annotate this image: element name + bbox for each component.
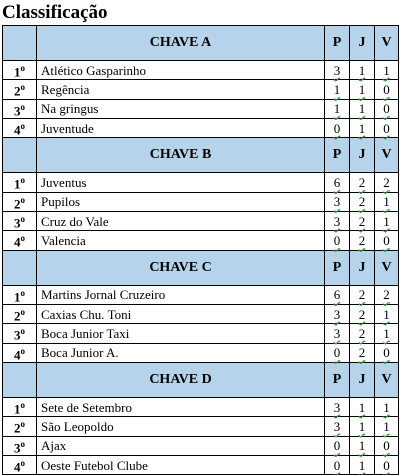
- points-cell: [325, 324, 350, 343]
- wins-cell: [375, 436, 399, 455]
- column-header-p: P: [325, 250, 350, 285]
- column-header-p: P: [325, 138, 350, 173]
- table-row: [3, 436, 399, 455]
- games-value: 2: [358, 306, 366, 322]
- games-value: 2: [358, 232, 366, 248]
- position-number: 2: [14, 195, 21, 211]
- ordinal-indicator: o: [20, 345, 25, 356]
- ordinal-indicator: o: [20, 399, 25, 410]
- position-cell: [3, 192, 37, 211]
- column-header-j: J: [350, 362, 375, 397]
- wins-cell: [375, 192, 399, 211]
- table-row: [3, 304, 399, 323]
- column-header-j: J: [350, 138, 375, 173]
- wins-cell: [375, 173, 399, 192]
- points-cell: [325, 192, 350, 211]
- games-value: 1: [358, 418, 366, 434]
- position-number: 3: [14, 102, 21, 118]
- games-cell: [350, 304, 375, 323]
- group-name: CHAVE D: [37, 362, 325, 397]
- wins-cell: [375, 80, 399, 99]
- table-row: [3, 192, 399, 211]
- games-cell: [350, 324, 375, 343]
- games-cell: [350, 61, 375, 80]
- position-number: 2: [14, 420, 21, 436]
- group-name: CHAVE C: [37, 250, 325, 285]
- wins-value: 1: [383, 62, 390, 78]
- position-cell: [3, 324, 37, 343]
- points-value: 3: [333, 325, 341, 341]
- team-name: Caxias Chu. Toni: [37, 304, 325, 323]
- wins-cell: [375, 397, 399, 416]
- games-cell: [350, 436, 375, 455]
- games-value: 1: [358, 120, 366, 136]
- group-header-row: [3, 138, 399, 173]
- position-cell: [3, 436, 37, 455]
- games-value: 1: [358, 438, 366, 454]
- team-name: Sete de Setembro: [37, 397, 325, 416]
- games-cell: [350, 211, 375, 230]
- games-value: 1: [358, 81, 366, 97]
- games-value: 1: [358, 62, 366, 78]
- wins-value: 1: [383, 194, 390, 210]
- wins-cell: [375, 118, 399, 137]
- team-name: Martins Jornal Cruzeiro: [37, 285, 325, 304]
- position-cell: [3, 417, 37, 436]
- wins-value: 2: [383, 287, 390, 303]
- team-name: Ajax: [37, 436, 325, 455]
- points-cell: [325, 397, 350, 416]
- team-name: Boca Junior Taxi: [37, 324, 325, 343]
- wins-cell: [375, 99, 399, 118]
- column-header-j: J: [350, 26, 375, 61]
- games-cell: [350, 80, 375, 99]
- ordinal-indicator: o: [20, 101, 25, 112]
- points-value: 3: [333, 194, 341, 210]
- points-cell: [325, 304, 350, 323]
- group-header-row: [3, 26, 399, 61]
- ordinal-indicator: o: [20, 120, 25, 131]
- games-value: 2: [358, 287, 366, 303]
- wins-value: 0: [383, 345, 390, 361]
- wins-cell: [375, 417, 399, 436]
- team-name: Cruz do Vale: [37, 211, 325, 230]
- wins-value: 2: [383, 174, 390, 190]
- table-row: [3, 285, 399, 304]
- team-name: Valencia: [37, 231, 325, 250]
- wins-value: 1: [383, 213, 390, 229]
- points-value: 6: [333, 174, 341, 190]
- group-header-blank: [3, 138, 37, 173]
- position-number: 1: [14, 176, 21, 192]
- games-value: 2: [358, 345, 366, 361]
- table-row: [3, 324, 399, 343]
- group-header-blank: [3, 250, 37, 285]
- table-row: [3, 211, 399, 230]
- position-number: 3: [14, 215, 21, 231]
- team-name: Na gringus: [37, 99, 325, 118]
- games-value: 2: [358, 213, 366, 229]
- column-header-j: J: [350, 250, 375, 285]
- team-name: Atlético Gasparinho: [37, 61, 325, 80]
- position-number: 3: [14, 327, 21, 343]
- position-cell: [3, 80, 37, 99]
- games-cell: [350, 118, 375, 137]
- wins-cell: [375, 231, 399, 250]
- games-value: 2: [358, 194, 366, 210]
- position-number: 1: [14, 401, 21, 417]
- points-cell: [325, 173, 350, 192]
- standings-table: [2, 25, 399, 475]
- wins-cell: [375, 211, 399, 230]
- ordinal-indicator: o: [20, 82, 25, 93]
- column-header-v: V: [375, 138, 399, 173]
- ordinal-indicator: o: [20, 233, 25, 244]
- points-cell: [325, 285, 350, 304]
- points-value: 3: [333, 306, 341, 322]
- games-cell: [350, 285, 375, 304]
- wins-value: 0: [383, 438, 390, 454]
- games-cell: [350, 192, 375, 211]
- table-row: [3, 343, 399, 362]
- column-header-p: P: [325, 362, 350, 397]
- points-cell: [325, 436, 350, 455]
- games-cell: [350, 343, 375, 362]
- ordinal-indicator: o: [20, 213, 25, 224]
- games-value: 2: [358, 174, 366, 190]
- group-header-blank: [3, 26, 37, 61]
- wins-value: 0: [383, 101, 390, 117]
- points-cell: [325, 80, 350, 99]
- wins-value: 1: [383, 306, 390, 322]
- group-header-blank: [3, 362, 37, 397]
- games-cell: [350, 99, 375, 118]
- ordinal-indicator: o: [20, 175, 25, 186]
- wins-cell: [375, 455, 399, 474]
- group-name: CHAVE A: [37, 26, 325, 61]
- points-cell: [325, 455, 350, 474]
- games-value: 1: [358, 399, 366, 415]
- points-value: 0: [333, 457, 341, 473]
- position-number: 1: [14, 288, 21, 304]
- games-value: 2: [358, 325, 366, 341]
- table-row: [3, 173, 399, 192]
- points-value: 0: [333, 120, 341, 136]
- points-value: 1: [333, 101, 341, 117]
- points-cell: [325, 231, 350, 250]
- wins-cell: [375, 343, 399, 362]
- position-cell: [3, 343, 37, 362]
- position-number: 1: [14, 64, 21, 80]
- points-value: 0: [333, 345, 341, 361]
- table-row: [3, 118, 399, 137]
- points-value: 3: [333, 62, 341, 78]
- points-cell: [325, 99, 350, 118]
- column-header-p: P: [325, 26, 350, 61]
- wins-cell: [375, 61, 399, 80]
- table-row: [3, 61, 399, 80]
- column-header-v: V: [375, 362, 399, 397]
- position-cell: [3, 285, 37, 304]
- table-row: [3, 417, 399, 436]
- table-row: [3, 397, 399, 416]
- wins-value: 0: [383, 457, 390, 473]
- points-value: 3: [333, 418, 341, 434]
- wins-value: 0: [383, 232, 390, 248]
- position-cell: [3, 118, 37, 137]
- wins-cell: [375, 304, 399, 323]
- position-number: 4: [14, 459, 21, 475]
- position-cell: [3, 455, 37, 474]
- ordinal-indicator: o: [20, 438, 25, 449]
- games-cell: [350, 397, 375, 416]
- team-name: São Leopoldo: [37, 417, 325, 436]
- position-cell: [3, 61, 37, 80]
- team-name: Juventude: [37, 118, 325, 137]
- group-header-row: [3, 250, 399, 285]
- points-value: 0: [333, 232, 341, 248]
- position-cell: [3, 173, 37, 192]
- games-cell: [350, 231, 375, 250]
- ordinal-indicator: o: [20, 306, 25, 317]
- position-number: 2: [14, 83, 21, 99]
- ordinal-indicator: o: [20, 457, 25, 468]
- wins-cell: [375, 285, 399, 304]
- games-cell: [350, 173, 375, 192]
- position-number: 2: [14, 308, 21, 324]
- points-value: 1: [333, 81, 341, 97]
- page-title: Classificação: [2, 2, 108, 23]
- wins-value: 1: [383, 325, 390, 341]
- wins-value: 0: [383, 120, 390, 136]
- ordinal-indicator: o: [20, 63, 25, 73]
- position-number: 4: [14, 234, 21, 250]
- points-value: 6: [333, 287, 341, 303]
- ordinal-indicator: o: [20, 194, 25, 205]
- table-row: [3, 231, 399, 250]
- position-cell: [3, 231, 37, 250]
- position-cell: [3, 304, 37, 323]
- position-cell: [3, 397, 37, 416]
- points-value: 0: [333, 438, 341, 454]
- team-name: Juventus: [37, 173, 325, 192]
- games-value: 1: [358, 101, 366, 117]
- group-name: CHAVE B: [37, 138, 325, 173]
- points-cell: [325, 417, 350, 436]
- points-cell: [325, 211, 350, 230]
- ordinal-indicator: o: [20, 419, 25, 430]
- position-number: 4: [14, 346, 21, 362]
- team-name: Regência: [37, 80, 325, 99]
- team-name: Boca Junior A.: [37, 343, 325, 362]
- group-header-row: [3, 362, 399, 397]
- points-cell: [325, 118, 350, 137]
- column-header-v: V: [375, 26, 399, 61]
- table-row: [3, 455, 399, 474]
- position-number: 4: [14, 122, 21, 138]
- table-row: [3, 99, 399, 118]
- team-name: Pupilos: [37, 192, 325, 211]
- position-number: 3: [14, 439, 21, 455]
- column-header-v: V: [375, 250, 399, 285]
- position-cell: [3, 99, 37, 118]
- points-cell: [325, 61, 350, 80]
- wins-cell: [375, 324, 399, 343]
- points-value: 3: [333, 213, 341, 229]
- team-name: Oeste Futebol Clube: [37, 455, 325, 474]
- points-value: 3: [333, 399, 341, 415]
- ordinal-indicator: o: [20, 326, 25, 337]
- table-row: [3, 80, 399, 99]
- ordinal-indicator: o: [20, 287, 25, 298]
- points-cell: [325, 343, 350, 362]
- games-cell: [350, 417, 375, 436]
- games-value: 1: [358, 457, 366, 473]
- wins-value: 0: [383, 81, 390, 97]
- games-cell: [350, 455, 375, 474]
- wins-value: 1: [383, 399, 390, 415]
- position-cell: [3, 211, 37, 230]
- wins-value: 1: [383, 418, 390, 434]
